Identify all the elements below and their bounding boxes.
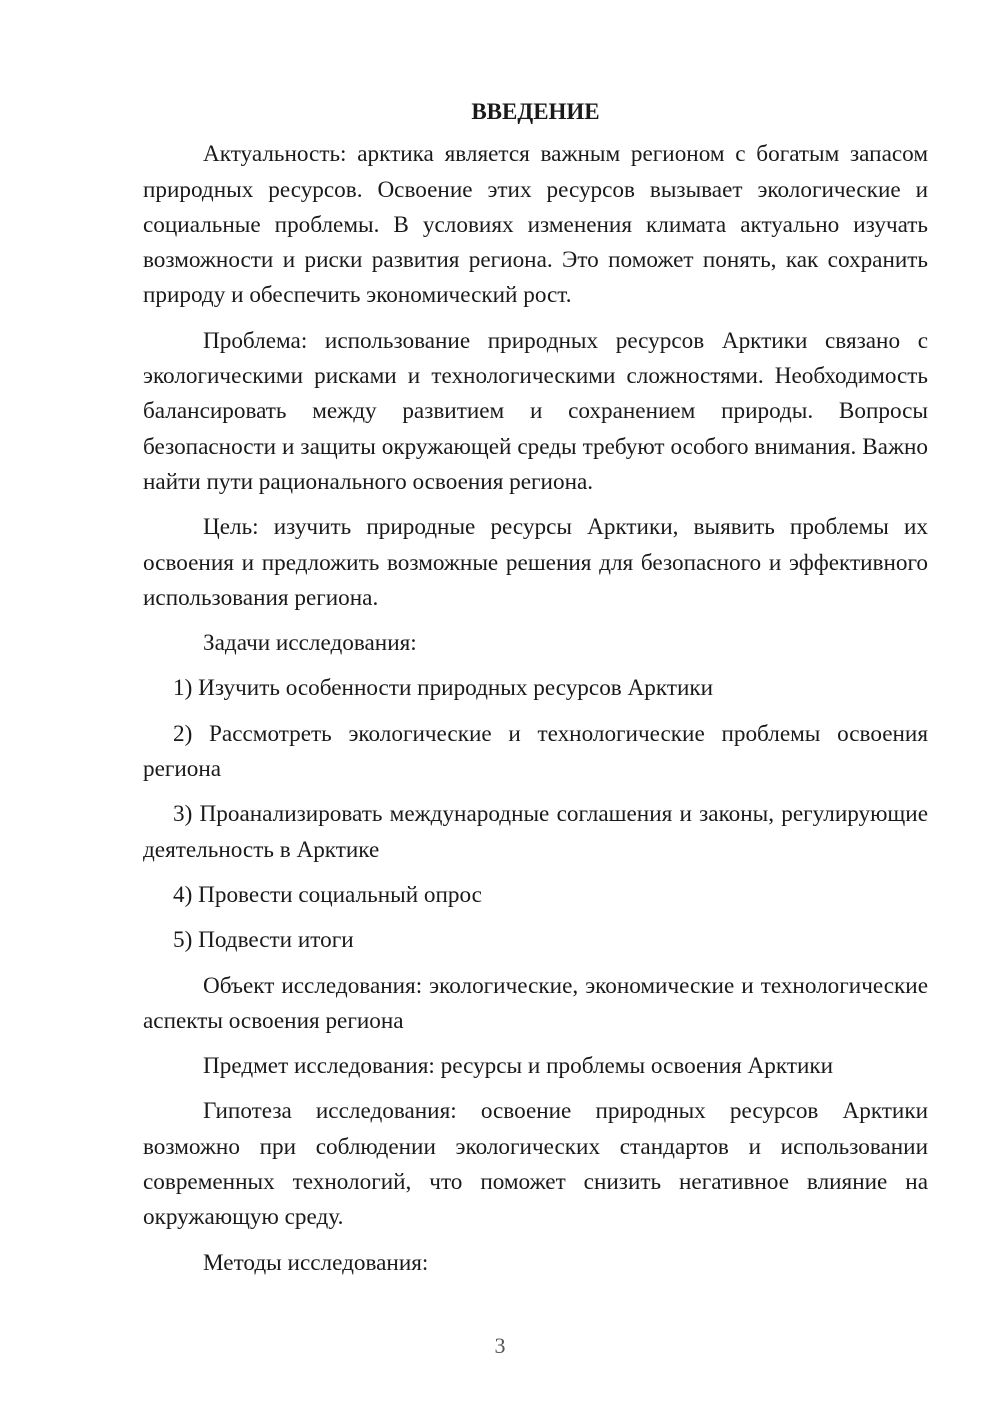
task-item: 3) Проанализировать международные соглашения и законы, регулирующие деятельность в Арктике <box>143 801 928 863</box>
task-item: 5) Подвести итоги <box>173 927 354 954</box>
methods-heading: Методы исследования: <box>203 1249 429 1276</box>
paragraph-problem: Проблема: использование природных ресурсов Арктики связано с экологическими рисками и технологическими сложностями. Необходимость балансировать между развитием и сохранением природы. Вопросы безопасности и защиты окружающей среды требуют особого внимания. Важно найти пути рационального освоения региона. <box>143 327 928 495</box>
paragraph-relevance: Актуальность: арктика является важным регионом с богатым запасом природных ресурсов. Освоение этих ресурсов вызывает экологические и социальные проблемы. В условиях изменения климата актуально изучать возможности и риски развития региона. Это поможет понять, как сохранить природу и обеспечить экономический рост. <box>143 141 928 309</box>
paragraph-goal: Цель: изучить природные ресурсы Арктики, выявить проблемы их освоения и предложить возможные решения для безопасного и эффективного использования региона. <box>143 514 928 611</box>
page-content <box>143 94 928 1291</box>
page-number: 3 <box>494 1333 506 1358</box>
paragraph-hypothesis: Гипотеза исследования: освоение природных ресурсов Арктики возможно при соблюдении экологических стандартов и использовании современных технологий, что поможет снизить негативное влияние на окружающую среду. <box>143 1098 928 1231</box>
paragraph-object: Объект исследования: экологические, экономические и технологические аспекты освоения региона <box>143 972 928 1034</box>
paragraph-subject: Предмет исследования: ресурсы и проблемы освоения Арктики <box>203 1053 834 1080</box>
tasks-heading: Задачи исследования: <box>203 630 417 657</box>
task-item: 1) Изучить особенности природных ресурсов Арктики <box>173 675 714 702</box>
task-item: 2) Рассмотреть экологические и технологические проблемы освоения региона <box>143 720 928 783</box>
task-item: 4) Провести социальный опрос <box>173 881 482 908</box>
page-title: ВВЕДЕНИЕ <box>471 99 600 124</box>
